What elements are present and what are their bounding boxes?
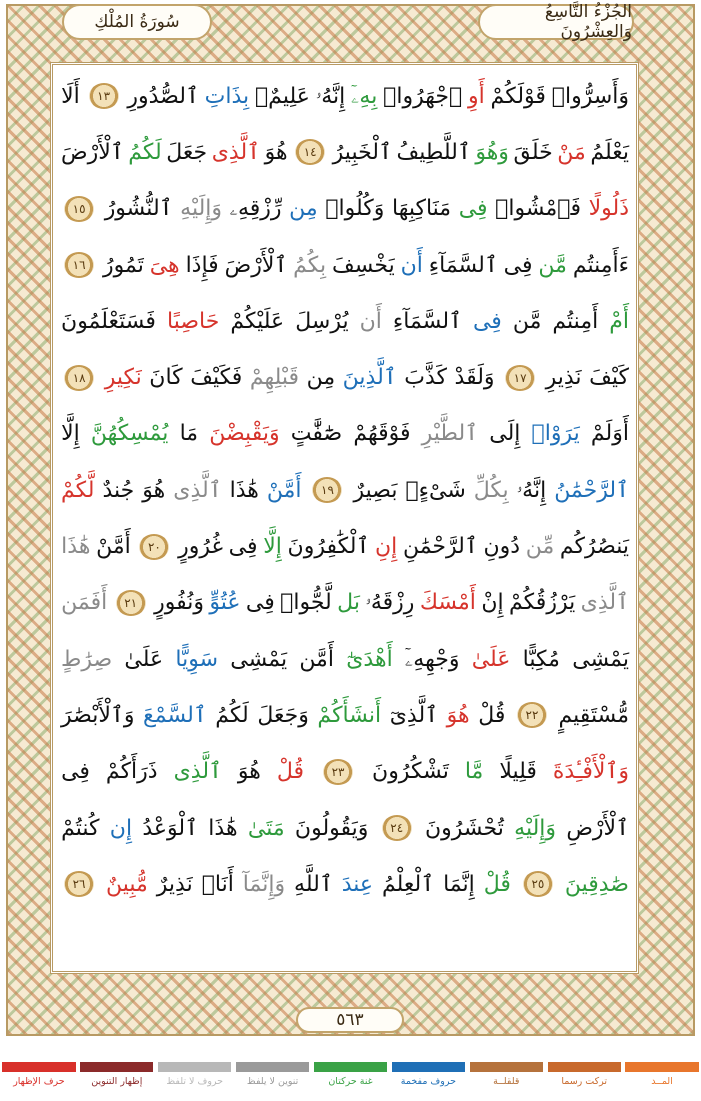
quran-word: دُونِ — [483, 534, 521, 560]
quran-word: لَّكُمْ — [61, 477, 95, 503]
text-line — [56, 68, 634, 124]
page-number: ٥٦٣ — [296, 1007, 404, 1033]
quran-word: تَمُورُ — [102, 252, 144, 278]
quran-word: إِنْ — [481, 590, 504, 616]
quran-word: مَنْ — [557, 139, 586, 165]
quran-word: وَيَقُولُونَ — [294, 815, 369, 841]
legend-label: إظهار التنوين — [91, 1076, 143, 1087]
quran-word: هِىَ — [149, 252, 180, 278]
legend-color-swatch — [158, 1062, 231, 1072]
legend-item — [389, 1062, 467, 1101]
text-line — [56, 293, 634, 349]
quran-word: كَذَّبَ — [404, 365, 447, 391]
quran-word: لَكُمُ — [128, 139, 162, 165]
juz-title: الجُزْءُ التَّاسِعُ وَالعِشْرُونَ — [478, 4, 634, 40]
legend-color-swatch — [392, 1062, 465, 1072]
tajweed-legend — [0, 1062, 701, 1101]
quran-word: ٱلصُّدُورِ — [127, 83, 199, 109]
quran-word: أَهْدَىٰٓ — [346, 646, 393, 672]
quran-word: وَإِلَيْهِ — [514, 815, 557, 841]
quran-word: وَٱلْأَبْصَٰرَ — [61, 702, 135, 728]
quran-word: كَيْفَ — [589, 365, 629, 391]
quran-text-page — [56, 68, 634, 970]
quran-word: فِى — [503, 252, 533, 278]
quran-word: ٱللَّهِ — [294, 871, 333, 897]
quran-word: تُحْشَرُونَ — [424, 815, 504, 841]
text-line — [56, 800, 634, 856]
quran-word: ٱلْوَعْدُ — [142, 815, 198, 841]
quran-word: ٱلَّذِينَ — [342, 365, 397, 391]
quran-word: فِى — [228, 534, 258, 560]
quran-word: أَن — [359, 308, 382, 334]
quran-word: إِنَّهُۥ — [315, 83, 346, 109]
quran-word: مُّسْتَقِيمٍ — [558, 702, 629, 728]
quran-word: نَكِيرِ — [104, 365, 142, 391]
quran-word: ٱلرَّحْمَٰنِ — [402, 534, 478, 560]
quran-word: لَّجُّوا۟ — [280, 590, 332, 616]
ayah-number-icon: ٢٤ — [382, 815, 412, 841]
quran-word: عُتُوٍّ — [209, 590, 241, 616]
text-line — [56, 406, 634, 462]
quran-word: وَجْهِهِۦٓ — [404, 646, 460, 672]
quran-word: ءَأَمِنتُم — [572, 252, 629, 278]
ayah-number-icon: ١٧ — [505, 365, 535, 391]
quran-word: إِنَّمَا — [443, 871, 475, 897]
quran-word: أَوِ — [467, 83, 485, 109]
quran-word: مُكِبًّا — [522, 646, 560, 672]
quran-word: وَأَسِرُّوا۟ — [551, 83, 629, 109]
text-line — [56, 462, 634, 518]
quran-word: قُلْ — [276, 759, 305, 785]
quran-word: ٱلَّذِى — [580, 590, 629, 616]
quran-word: مَّا — [464, 759, 484, 785]
quran-word: يَنصُرُكُم — [559, 534, 629, 560]
quran-word: جَعَلَ — [166, 139, 208, 165]
ayah-number-icon: ٢١ — [116, 590, 146, 616]
ayah-number-icon: ١٥ — [64, 196, 94, 222]
legend-label: حروف لا تلفظ — [166, 1076, 224, 1087]
text-line — [56, 575, 634, 631]
quran-word: نَذِيرٌ — [156, 871, 193, 897]
legend-color-swatch — [548, 1062, 621, 1072]
quran-word: وَإِلَيْهِ — [180, 196, 223, 222]
quran-word: فَسَتَعْلَمُونَ — [61, 308, 156, 334]
quran-word: ٱلْخَبِيرُ — [332, 139, 392, 165]
text-line — [56, 237, 634, 293]
quran-word: مُّبِينٌ — [106, 871, 148, 897]
quran-word: إِن — [109, 815, 133, 841]
quran-word: يَعْلَمُ — [590, 139, 629, 165]
quran-word: قُلْ — [478, 702, 506, 728]
quran-word: يُرْسِلَ — [295, 308, 349, 334]
surah-title: سُورَةُ المُلْكِ — [62, 4, 212, 40]
ayah-number-icon: ١٩ — [312, 477, 342, 503]
quran-word: فَإِذَا — [185, 252, 219, 278]
quran-word: وَلَقَدْ — [454, 365, 495, 391]
quran-word: ٱلَّذِى — [173, 759, 222, 785]
legend-label: حروف مفخمة — [400, 1076, 456, 1087]
quran-word: مَّن — [538, 252, 567, 278]
quran-word: أَنشَأَكُمْ — [317, 702, 382, 728]
legend-color-swatch — [236, 1062, 309, 1072]
quran-word: ٱلْأَرْضِ — [566, 815, 629, 841]
legend-label: المــد — [651, 1076, 673, 1087]
quran-word: يَمْشِى — [230, 646, 288, 672]
ayah-number-icon: ١٣ — [89, 83, 119, 109]
quran-word: يَرَوْا۟ — [531, 421, 580, 447]
quran-word: مَا — [179, 421, 199, 447]
quran-word: مَّن — [512, 308, 542, 334]
legend-item — [0, 1062, 78, 1101]
quran-word: فِى — [245, 590, 275, 616]
quran-word: ٱلطَّيْرِ — [421, 421, 479, 447]
quran-word: إِلَى — [489, 421, 521, 447]
quran-word: مَتَىٰ — [247, 815, 285, 841]
legend-item — [78, 1062, 156, 1101]
quran-word: حَاصِبًا — [166, 308, 220, 334]
quran-word: وَنُفُورٍ — [154, 590, 204, 616]
quran-word: مِّن — [525, 534, 555, 560]
ayah-number-icon: ١٦ — [64, 252, 94, 278]
quran-word: ذَلُولًا — [588, 196, 629, 222]
quran-word: ٱلسَّمْعَ — [143, 702, 207, 728]
quran-word: ٱلَّذِى — [173, 477, 222, 503]
quran-word: فَكَيْفَ — [190, 365, 243, 391]
quran-word: ٱلْأَرْضَ — [61, 139, 124, 165]
quran-word: بِكُلِّ — [473, 477, 509, 503]
quran-word: صِرَٰطٍ — [61, 646, 113, 672]
quran-word: صَٰٓفَّٰتٍ — [290, 421, 343, 447]
quran-word: أَوَلَمْ — [590, 421, 629, 447]
quran-word: ٱلنُّشُورُ — [104, 196, 173, 222]
quran-word: وَيَقْبِضْنَ — [209, 421, 280, 447]
quran-word: فِى — [472, 308, 502, 334]
quran-word: صَٰدِقِينَ — [564, 871, 629, 897]
quran-word: هُوَ — [237, 759, 261, 785]
ayah-number-icon: ٢٥ — [523, 871, 553, 897]
quran-word: ٱلْكَٰفِرُونَ — [287, 534, 370, 560]
legend-item — [312, 1062, 390, 1101]
quran-word: كَانَ — [149, 365, 183, 391]
quran-word: عَلَيْكُمْ — [230, 308, 285, 334]
legend-item — [623, 1062, 701, 1101]
quran-word: أَمَّنْ — [96, 534, 131, 560]
quran-word: ٱلْأَرْضَ — [224, 252, 288, 278]
legend-color-swatch — [470, 1062, 543, 1072]
quran-word: أَمَّنْ — [266, 477, 302, 503]
quran-word: ٱللَّطِيفُ — [396, 139, 471, 165]
quran-word: نَذِيرِ — [545, 365, 582, 391]
text-line — [56, 687, 634, 743]
ayah-number-icon: ٢٠ — [139, 534, 169, 560]
quran-word: عَلَىٰ — [471, 646, 511, 672]
quran-word: كُنتُمْ — [61, 815, 100, 841]
quran-word: هُوَ — [142, 477, 166, 503]
quran-word: رِّزْقِهِۦ — [229, 196, 282, 222]
quran-word: يَخْسِفَ — [331, 252, 395, 278]
legend-item — [234, 1062, 312, 1101]
quran-word: مِن — [289, 196, 318, 222]
quran-word: إِلَّا — [263, 534, 282, 560]
quran-word: إِنِ — [375, 534, 398, 560]
legend-item — [467, 1062, 545, 1101]
text-line — [56, 349, 634, 405]
quran-word: ٱلَّذِىٓ — [389, 702, 439, 728]
quran-word: ٱلسَّمَآءِ — [428, 252, 498, 278]
text-line — [56, 856, 634, 912]
legend-color-swatch — [625, 1062, 698, 1072]
quran-word: أَفَمَن — [61, 590, 108, 616]
quran-word: ٱلسَّمَآءِ — [392, 308, 462, 334]
quran-word: ٱلَّذِى — [211, 139, 261, 165]
quran-word: عِندَ — [341, 871, 374, 897]
quran-word: شَىْءٍۭ — [405, 477, 466, 503]
legend-color-swatch — [314, 1062, 387, 1072]
legend-label: قلقلــة — [493, 1076, 520, 1087]
text-line — [56, 744, 634, 800]
quran-word: قَلِيلًا — [499, 759, 537, 785]
legend-item — [156, 1062, 234, 1101]
quran-word: يُمْسِكُهُنَّ — [90, 421, 169, 447]
text-line — [56, 518, 634, 574]
legend-label: حرف الإظهار — [13, 1076, 65, 1087]
legend-color-swatch — [2, 1062, 75, 1072]
quran-word: رِزْقَهُۥ — [365, 590, 415, 616]
quran-word: إِلَّا — [61, 421, 80, 447]
quran-word: تَشْكُرُونَ — [372, 759, 449, 785]
legend-label: تنوين لا يلفظ — [246, 1076, 299, 1087]
quran-word: وَجَعَلَ — [257, 702, 309, 728]
quran-word: عَلَىٰ — [124, 646, 164, 672]
quran-word: وَكُلُوا۟ — [325, 196, 385, 222]
quran-word: مِن — [306, 365, 336, 391]
quran-word: بَصِيرٌ — [353, 477, 398, 503]
quran-word: فِى — [458, 196, 488, 222]
quran-word: وَٱلْأَفْـِٔدَةَ — [552, 759, 629, 785]
quran-word: قَوْلَكُمْ — [490, 83, 546, 109]
quran-word: بِكُمُ — [293, 252, 327, 278]
quran-word: أَمْسَكَ — [419, 590, 476, 616]
quran-word: أَمِنتُم — [552, 308, 599, 334]
quran-word: أَنَا۠ — [201, 871, 234, 897]
quran-word: أَمَّن — [299, 646, 334, 672]
quran-word: مَنَاكِبِهَا — [391, 196, 452, 222]
quran-word: بِذَاتِ — [204, 83, 250, 109]
quran-word: ٱلْعِلْمُ — [381, 871, 435, 897]
ayah-number-icon: ١٤ — [295, 139, 325, 165]
quran-word: فَوْقَهُمْ — [353, 421, 411, 447]
quran-word: هُوَ — [264, 139, 288, 165]
legend-label: غنة حركتان — [328, 1076, 373, 1087]
quran-word: يَرْزُقُكُمْ — [509, 590, 576, 616]
legend-item — [545, 1062, 623, 1101]
quran-word: بِهِۦٓ — [351, 83, 378, 109]
quran-word: أَلَا — [61, 83, 80, 109]
quran-word: بَل — [337, 590, 360, 616]
quran-word: هَٰذَا — [61, 534, 91, 560]
ayah-number-icon: ٢٣ — [323, 759, 353, 785]
quran-word: لَكُمُ — [215, 702, 249, 728]
quran-word: هَٰذَا — [208, 815, 238, 841]
ayah-number-icon: ٢٦ — [64, 871, 94, 897]
quran-word: وَهُوَ — [475, 139, 509, 165]
quran-word: ذَرَأَكُمْ — [105, 759, 158, 785]
quran-word: إِنَّهُۥ — [516, 477, 547, 503]
quran-word: قُلْ — [483, 871, 511, 897]
quran-word: وَإِنَّمَآ — [242, 871, 286, 897]
quran-word: عَلِيمٌۢ — [254, 83, 310, 109]
quran-word: فَٱمْشُوا۟ — [495, 196, 581, 222]
quran-word: هُوَ — [446, 702, 470, 728]
quran-word: يَمْشِى — [572, 646, 629, 672]
legend-color-swatch — [80, 1062, 153, 1072]
legend-label: تركت رسما — [561, 1076, 608, 1087]
ayah-number-icon: ٢٢ — [517, 702, 547, 728]
text-line — [56, 124, 634, 180]
quran-word: خَلَقَ — [513, 139, 553, 165]
quran-word: قَبْلِهِمْ — [249, 365, 300, 391]
ayah-number-icon: ١٨ — [64, 365, 94, 391]
quran-word: غُرُورٍ — [178, 534, 223, 560]
quran-word: ٱلرَّحْمَٰنُ — [554, 477, 629, 503]
quran-word: جُندٌ — [102, 477, 135, 503]
quran-word: سَوِيًّا — [175, 646, 219, 672]
quran-word: فِى — [61, 759, 90, 785]
quran-word: هَٰذَا — [229, 477, 259, 503]
quran-word: ٱجْهَرُوا۟ — [383, 83, 463, 109]
quran-word: أَن — [400, 252, 423, 278]
text-line — [56, 631, 634, 687]
text-line — [56, 181, 634, 237]
quran-word: أَمْ — [609, 308, 629, 334]
